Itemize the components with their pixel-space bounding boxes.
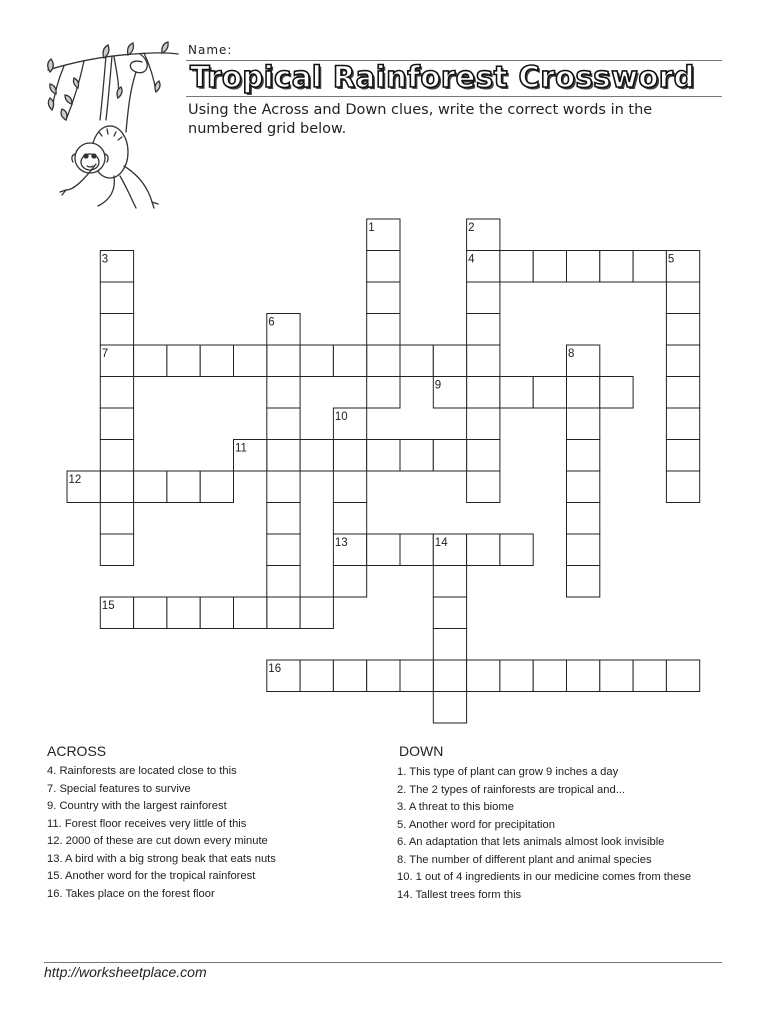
- name-label: Name:: [188, 43, 233, 57]
- grid-cell[interactable]: [333, 440, 366, 472]
- clue-number: 15: [101, 600, 115, 612]
- grid-cell[interactable]: [367, 377, 400, 409]
- grid-cell[interactable]: [666, 282, 699, 314]
- grid-cell[interactable]: [600, 377, 633, 409]
- grid-cell[interactable]: [300, 345, 333, 377]
- grid-cell[interactable]: [467, 377, 500, 409]
- grid-cell[interactable]: [200, 345, 233, 377]
- grid-cell[interactable]: [433, 440, 466, 472]
- grid-cell[interactable]: [367, 345, 400, 377]
- grid-cell[interactable]: [333, 503, 366, 535]
- grid-cell[interactable]: [666, 660, 699, 692]
- grid-cell[interactable]: [300, 660, 333, 692]
- clue-number: 1: [368, 222, 375, 234]
- grid-cell[interactable]: [467, 314, 500, 346]
- grid-cell[interactable]: [600, 660, 633, 692]
- grid-cell[interactable]: [433, 345, 466, 377]
- grid-cell[interactable]: [167, 471, 200, 503]
- grid-cell[interactable]: [100, 534, 133, 566]
- grid-cell[interactable]: [200, 597, 233, 629]
- instructions: Using the Across and Down clues, write the correct words in the numbered grid below.: [188, 102, 653, 137]
- grid-cell[interactable]: [200, 471, 233, 503]
- grid-cell[interactable]: [300, 597, 333, 629]
- grid-cell[interactable]: [567, 377, 600, 409]
- across-clue: 13. A bird with a big strong beak that eats nuts: [47, 852, 276, 865]
- grid-cell[interactable]: [666, 314, 699, 346]
- grid-cell[interactable]: [367, 251, 400, 283]
- clue-number: 11: [235, 442, 247, 455]
- grid-cell[interactable]: [500, 377, 533, 409]
- grid-cell[interactable]: [533, 377, 566, 409]
- grid-cell[interactable]: [467, 282, 500, 314]
- grid-cell[interactable]: [100, 314, 133, 346]
- down-clue: 14. Tallest trees form this: [397, 888, 522, 901]
- down-clue: 5. Another word for precipitation: [397, 818, 555, 831]
- grid-cell[interactable]: [666, 471, 699, 503]
- grid-cell[interactable]: [500, 251, 533, 283]
- grid-cell[interactable]: [500, 660, 533, 692]
- across-clue: 9. Country with the largest rainforest: [47, 800, 227, 812]
- footer-url[interactable]: http://worksheetplace.com: [44, 964, 207, 980]
- grid-cell[interactable]: [134, 345, 167, 377]
- clue-number: 4: [468, 253, 475, 266]
- grid-cell[interactable]: [267, 471, 300, 503]
- grid-cell[interactable]: [467, 345, 500, 377]
- grid-cell[interactable]: [666, 377, 699, 409]
- clue-number: 3: [101, 253, 109, 266]
- down-clue: 6. An adaptation that lets animals almost look invisible: [397, 836, 665, 848]
- footer-divider: [44, 962, 722, 963]
- grid-cell[interactable]: [100, 440, 133, 472]
- grid-cell[interactable]: [533, 660, 566, 692]
- grid-cell[interactable]: [433, 660, 466, 692]
- down-clue: 2. The 2 types of rainforests are tropical and...: [397, 783, 626, 796]
- down-heading: DOWN: [399, 743, 444, 759]
- grid-cell[interactable]: [167, 597, 200, 629]
- grid-cell[interactable]: [100, 408, 133, 440]
- across-heading: ACROSS: [47, 743, 107, 759]
- across-clue: 15. Another word for the tropical rainforest: [47, 870, 256, 882]
- grid-cell[interactable]: [234, 345, 267, 377]
- grid-cell[interactable]: [567, 566, 600, 598]
- grid-cell[interactable]: [467, 660, 500, 692]
- grid-cell[interactable]: [333, 566, 366, 598]
- grid-cell[interactable]: [500, 534, 533, 566]
- grid-cell[interactable]: [567, 408, 600, 440]
- down-clue-list: [397, 766, 691, 906]
- grid-cell[interactable]: [567, 660, 600, 692]
- grid-cell[interactable]: [400, 660, 433, 692]
- grid-cell[interactable]: [100, 282, 133, 314]
- grid-cell[interactable]: [267, 345, 300, 377]
- grid-cell[interactable]: [134, 597, 167, 629]
- grid-cell[interactable]: [567, 534, 600, 566]
- clue-number: 8: [568, 348, 575, 360]
- grid-cell[interactable]: [400, 345, 433, 377]
- clue-number: 10: [334, 411, 348, 423]
- grid-cell[interactable]: [633, 660, 666, 692]
- clue-number: 9: [434, 379, 442, 392]
- grid-cell[interactable]: [467, 534, 500, 566]
- grid-cell[interactable]: [333, 660, 366, 692]
- grid-cell[interactable]: [267, 408, 300, 440]
- grid-cell[interactable]: [633, 251, 666, 283]
- grid-cell[interactable]: [100, 471, 133, 503]
- across-clue: 12. 2000 of these are cut down every minute: [47, 835, 268, 847]
- grid-cell[interactable]: [267, 440, 300, 472]
- grid-cell[interactable]: [666, 345, 699, 377]
- grid-cell[interactable]: [400, 534, 433, 566]
- down-clue: 10. 1 out of 4 ingredients in our medicine comes from these: [397, 871, 692, 883]
- grid-cell[interactable]: [267, 597, 300, 629]
- grid-cell[interactable]: [333, 471, 366, 503]
- clue-number: 7: [101, 348, 109, 360]
- down-clue: 3. A threat to this biome: [397, 801, 514, 813]
- clue-number: 12: [68, 474, 82, 486]
- grid-cell[interactable]: [367, 314, 400, 346]
- grid-cell[interactable]: [367, 660, 400, 692]
- grid-cell[interactable]: [400, 440, 433, 472]
- across-clue: 11. Forest floor receives very little of this: [47, 817, 247, 830]
- clue-number: 5: [667, 253, 675, 266]
- grid-cell[interactable]: [567, 471, 600, 503]
- grid-cell[interactable]: [367, 282, 400, 314]
- clue-number: 6: [268, 316, 275, 329]
- clue-number: 2: [468, 222, 475, 234]
- grid-cell[interactable]: [467, 408, 500, 440]
- grid-cell[interactable]: [433, 566, 466, 598]
- grid-cell[interactable]: [167, 345, 200, 377]
- grid-cell[interactable]: [267, 377, 300, 409]
- grid-cell[interactable]: [267, 503, 300, 535]
- grid-cell[interactable]: [333, 345, 366, 377]
- grid-cell[interactable]: [533, 251, 566, 283]
- grid-cell[interactable]: [433, 692, 466, 724]
- across-clue: 4. Rainforests are located close to this: [47, 765, 237, 777]
- grid-cell[interactable]: [567, 440, 600, 472]
- grid-cell[interactable]: [666, 408, 699, 440]
- page-title: Tropical Rainforest Crossword: [190, 60, 695, 94]
- grid-cell[interactable]: [367, 440, 400, 472]
- down-clue: 8. The number of different plant and animal species: [397, 853, 652, 866]
- grid-cell[interactable]: [567, 503, 600, 535]
- grid-cell[interactable]: [467, 440, 500, 472]
- grid-cell[interactable]: [267, 534, 300, 566]
- grid-cell[interactable]: [433, 629, 466, 661]
- grid-cell[interactable]: [234, 597, 267, 629]
- across-clue: 7. Special features to survive: [47, 782, 191, 795]
- grid-cell[interactable]: [600, 251, 633, 283]
- grid-cell[interactable]: [567, 251, 600, 283]
- across-clue-list: [47, 765, 276, 905]
- grid-cell[interactable]: [367, 534, 400, 566]
- clue-number: 14: [434, 537, 448, 549]
- grid-cell[interactable]: [267, 566, 300, 598]
- grid-cell[interactable]: [467, 471, 500, 503]
- clue-number: 13: [334, 537, 348, 549]
- grid-cell[interactable]: [433, 597, 466, 629]
- grid-cell[interactable]: [666, 440, 699, 472]
- grid-cell[interactable]: [134, 471, 167, 503]
- down-clue: 1. This type of plant can grow 9 inches a day: [397, 766, 619, 778]
- clue-number: 16: [268, 663, 282, 675]
- grid-cell[interactable]: [100, 503, 133, 535]
- grid-cell[interactable]: [100, 377, 133, 409]
- grid-cell[interactable]: [300, 440, 333, 472]
- across-clue: 16. Takes place on the forest floor: [47, 887, 215, 900]
